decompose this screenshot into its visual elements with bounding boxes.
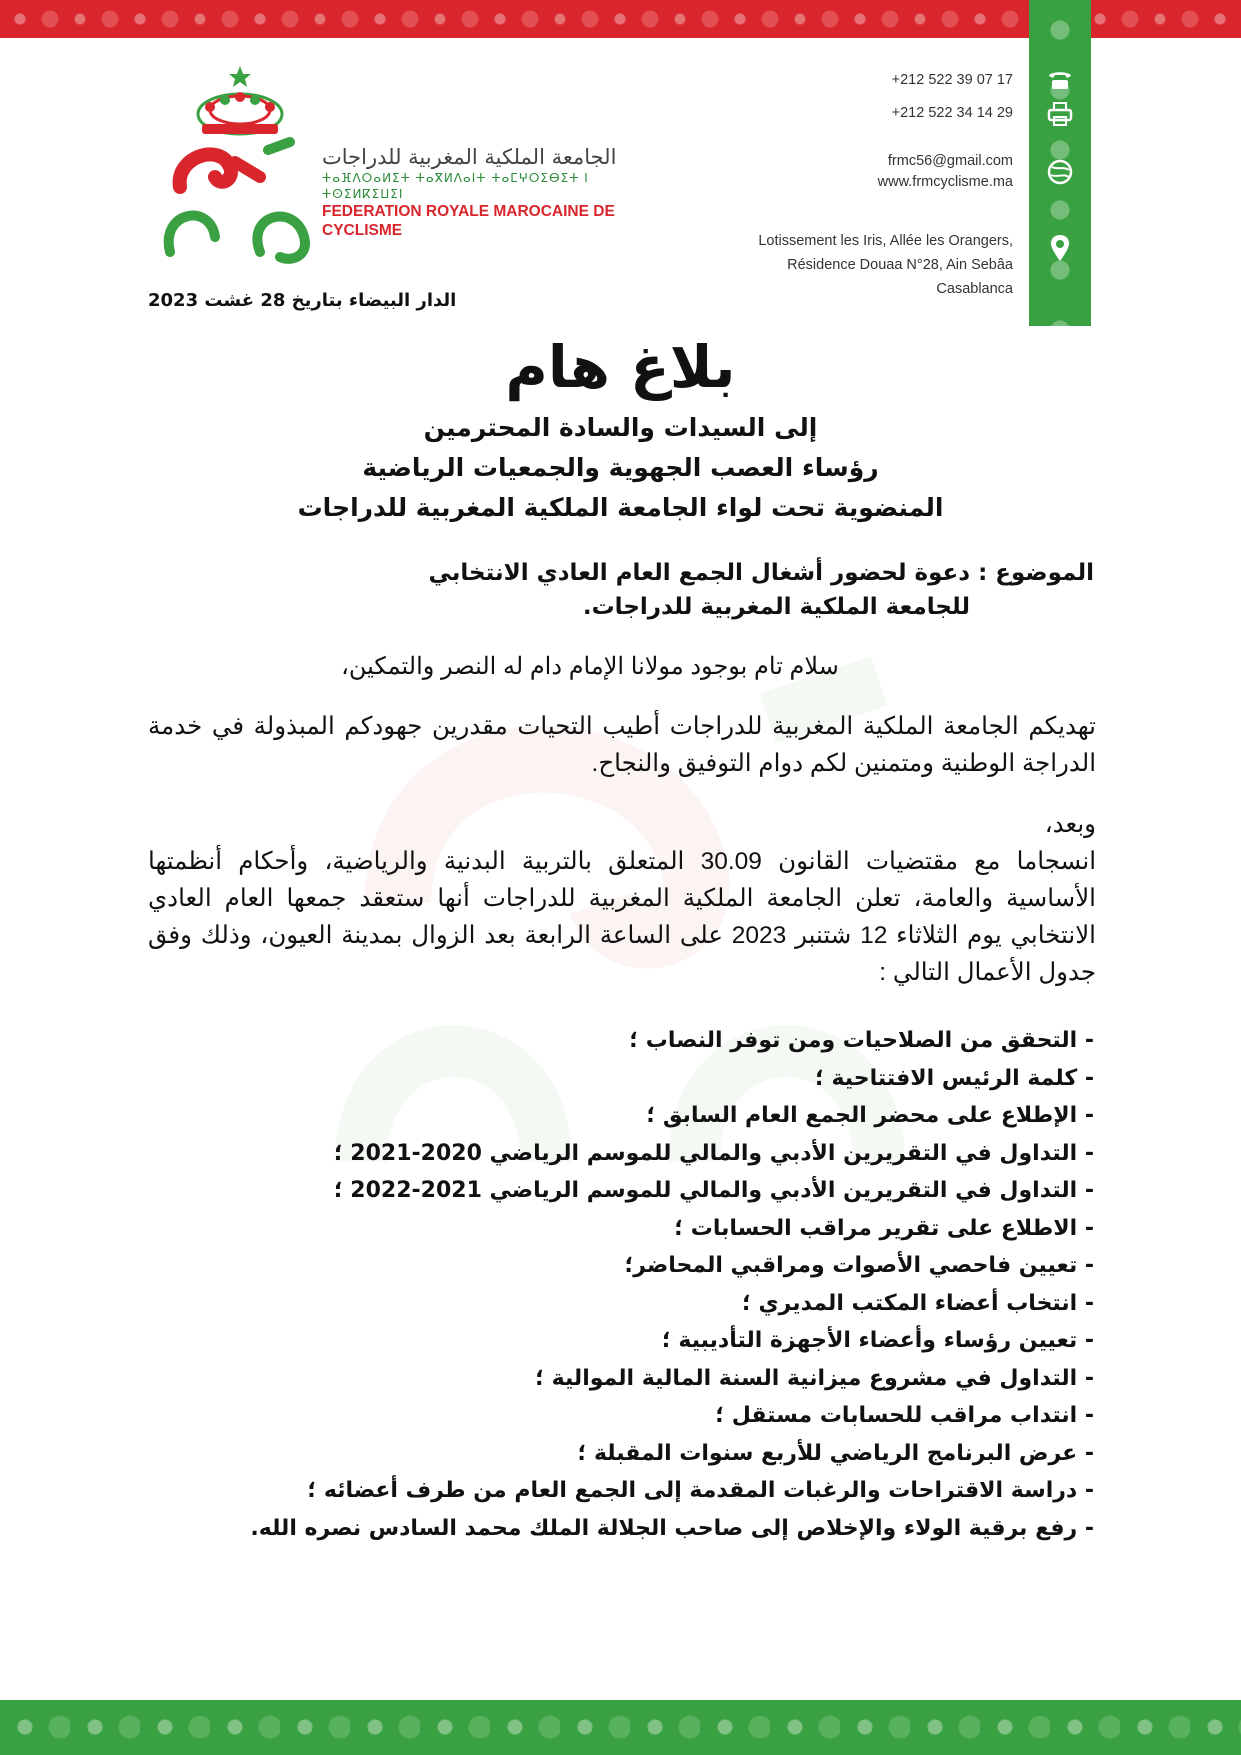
org-name-arabic: الجامعة الملكية المغربية للدراجات: [322, 145, 617, 169]
agenda-item: - التداول في مشروع ميزانية السنة المالية الموالية ؛: [535, 1365, 1094, 1391]
agenda-item: - رفع برقية الولاء والإخلاص إلى صاحب الجلالة الملك محمد السادس نصره الله.: [250, 1515, 1094, 1541]
agenda-item: - عرض البرنامج الرياضي للأربع سنوات المقبلة ؛: [577, 1440, 1094, 1466]
after-intro: وبعد،: [1044, 811, 1096, 838]
address-line-3: Casablanca: [936, 281, 1013, 297]
fax-number: +212 522 34 14 29: [891, 105, 1013, 121]
agenda-item: - تعيين فاحصي الأصوات ومراقبي المحاضر؛: [624, 1253, 1094, 1278]
address-line-2: Résidence Douaa N°28, Ain Sebâa: [787, 257, 1013, 273]
agenda-item: - التداول في التقريرين الأدبي والمالي للموسم الرياضي 2021-2022 ؛: [333, 1178, 1094, 1203]
agenda-item: - التحقق من الصلاحيات ومن توفر النصاب ؛: [629, 1028, 1094, 1053]
subject-line-1: الموضوع : دعوة لحضور أشغال الجمع العام العادي الانتخابي: [428, 560, 1094, 586]
agenda-item: - التداول في التقريرين الأدبي والمالي للموسم الرياضي 2020-2021 ؛: [333, 1140, 1094, 1166]
cyclist-icon: [169, 142, 305, 259]
agenda-list: [134, 1022, 1094, 1547]
contact-phones: [892, 70, 1013, 124]
crown-icon: [198, 66, 282, 134]
bottom-decorative-band: [0, 1700, 1241, 1755]
agenda-item: - الإطلاع على محضر الجمع العام السابق ؛: [646, 1103, 1094, 1128]
contact-address: [758, 229, 1013, 301]
agenda-item: - انتداب مراقب للحسابات مستقل ؛: [715, 1403, 1094, 1428]
address-line-1: Lotissement les Iris, Allée les Orangers,: [758, 233, 1013, 249]
addressee-line-1: إلى السيدات والسادة المحترمين: [423, 413, 818, 442]
org-name-tifinagh: ⵜⴰⴼⴷⵔⴰⵍⵉⵜ ⵜⴰⴳⵍⴷⴰⵏⵜ ⵜⴰⵎⵖⵔⵉⴱⵉⵜ ⵏ ⵜⵙⵉⵍⴽⵉⵡⵉⵏ: [322, 171, 589, 201]
globe-icon: [1044, 156, 1076, 188]
subject-block: [394, 556, 1094, 624]
website-link[interactable]: www.frmcyclisme.ma: [877, 174, 1013, 190]
salutation: سلام تام بوجود مولانا الإمام دام له النصر والتمكين،: [341, 653, 839, 680]
email-address: frmc56@gmail.com: [887, 153, 1013, 169]
announcement-paragraph: انسجاما مع مقتضيات القانون 30.09 المتعلق بالتربية البدنية والرياضية، وأحكام أنظمتها الأساسية والعامة، تعلن الجامعة الملكية المغربية للدراجات أنها ستعقد جمعها العام العادي الانتخابي يوم الثلاثاء 12 شتنبر 2023 على الساعة الرابعة بعد الزوال بمدينة العيون، وذلك وفق جدول الأعمال التالي :: [148, 848, 1096, 986]
document-date: الدار البيضاء بتاريخ 28 غشت 2023: [148, 290, 457, 311]
federation-logo: [150, 62, 330, 274]
agenda-item: - دراسة الاقتراحات والرغبات المقدمة إلى الجمع العام من طرف أعضائه ؛: [307, 1478, 1094, 1503]
agenda-item: - تعيين رؤساء وأعضاء الأجهزة التأديبية ؛: [661, 1328, 1094, 1353]
intro-paragraph: تهديكم الجامعة الملكية المغربية للدراجات أطيب التحيات مقدرين جهودكم المبذولة في خدمة الدراجة الوطنية ومتمنين لكم دوام التوفيق والنجاح.: [148, 713, 1096, 777]
location-icon: [1044, 232, 1076, 264]
addressee-line-2: رؤساء العصب الجهوية والجمعيات الرياضية: [362, 453, 879, 482]
subject-line-2: للجامعة الملكية المغربية للدراجات.: [582, 594, 970, 620]
document-title: بلاغ هام: [505, 333, 736, 401]
org-name-french: FEDERATION ROYALE MAROCAINE DE CYCLISME: [322, 203, 615, 239]
addressee-block: [0, 408, 1241, 528]
addressee-line-3: المنضوية تحت لواء الجامعة الملكية المغربية للدراجات: [297, 493, 944, 522]
phone-number: +212 522 39 07 17: [891, 72, 1013, 88]
fax-icon: [1044, 98, 1076, 130]
phone-icon: [1044, 64, 1076, 96]
agenda-item: - الاطلاع على تقرير مراقب الحسابات ؛: [674, 1215, 1094, 1241]
agenda-item: - كلمة الرئيس الافتتاحية ؛: [815, 1065, 1094, 1091]
contact-web: [878, 151, 1013, 193]
agenda-item: - انتخاب أعضاء المكتب المديري ؛: [742, 1290, 1094, 1316]
organization-name: [322, 144, 642, 240]
